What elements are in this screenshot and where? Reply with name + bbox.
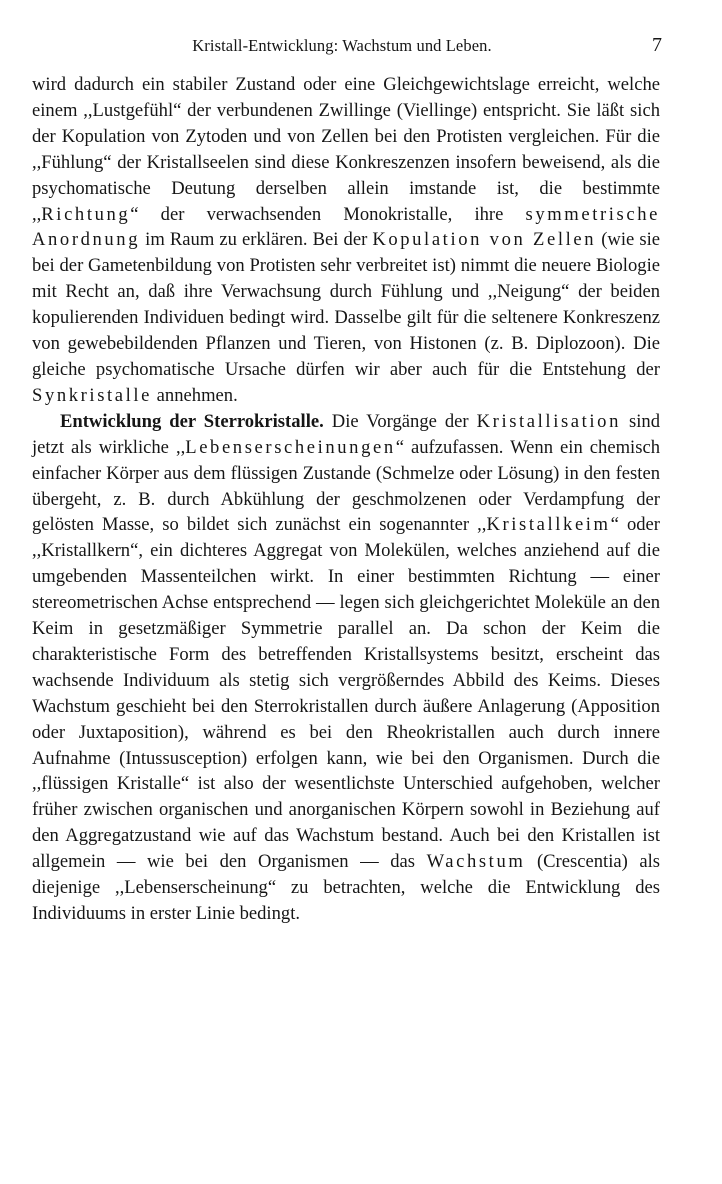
running-head <box>22 34 662 60</box>
spaced-emphasis: Lebenserscheinungen <box>185 436 396 458</box>
spaced-emphasis: Kopulation von Zellen <box>372 229 597 251</box>
text-run: (Crescentia) als diejenige ,,Lebenserscheinung“ zu betrachten, welche die Entwicklung des Individuums in erster Linie bedingt. <box>32 851 660 924</box>
spaced-emphasis: Kristallkeim <box>486 514 611 536</box>
spaced-emphasis: symmetrische Anordnung <box>32 203 660 251</box>
spaced-emphasis: Kristallisation <box>476 410 621 432</box>
text-run: im Raum zu erklären. Bei der <box>140 229 373 251</box>
spaced-emphasis: Wachstum <box>426 851 526 873</box>
spaced-emphasis: Synkristalle <box>32 384 153 406</box>
section-heading: Entwicklung der Sterrokristalle. <box>60 410 324 432</box>
text-run: wird dadurch ein stabiler Zustand oder eine Gleichgewichtslage erreicht, welche einem ,,Lustgefühl“ der verbundenen Zwillinge (Viellinge) entspricht. Sie läßt sich der Kopulation von Zytoden und von Zellen bei den Protisten vergleichen. Für die ,,Fühlung“ der Kristallseelen sind diese Konkreszenzen insofern beweisend, als die psychomatische Deutung derselben allein imstande ist, die bestimmte ,, <box>32 74 660 225</box>
text-run: “ der verwachsenden Monokristalle, ihre <box>130 203 526 225</box>
text-run: sind jetzt als wirkliche ,, <box>32 410 660 458</box>
text-run: annehmen. <box>152 384 238 406</box>
paragraph-continuation <box>32 72 660 409</box>
spaced-emphasis: Richtung <box>41 203 131 225</box>
text-run: “ aufzufassen. Wenn ein chemisch einfacher Körper aus dem flüssigen Zustande (Schmelze oder Lösung) in den festen übergeht, z. B. durch Abkühlung der geschmolzenen oder Verdampfung der gelösten Masse, so bildet sich zunächst ein sogenannter ,, <box>32 436 660 536</box>
body-text <box>32 72 660 927</box>
text-run: Die Vorgänge der <box>323 410 477 432</box>
text-run: (wie sie bei der Gametenbildung von Protisten sehr verbreitet ist) nimmt die neuere Biologie mit Recht an, daß ihre Verwachsung durch Fühlung und ,,Neigung“ der beiden kopulierenden Individuen bedingt wird. Dasselbe gilt für die seltenere Konkreszenz von gewebebildenden Pflanzen und Tieren, von Histonen (z. B. Diplozoon). Die gleiche psychomatische Ursache dürfen wir aber auch für die Entstehung der <box>32 229 660 380</box>
page-number: 7 <box>652 34 662 56</box>
text-run: “ oder ,,Kristallkern“, ein dichteres Aggregat von Molekülen, welches anziehend auf die umgebenden Massenteilchen wirkt. In einer bestimmten Richtung — einer stereometrischen Achse entsprechend — legen sich gleichgerichtet Moleküle an den Keim in gesetzmäßiger Symmetrie parallel an. Da schon der Keim die charakteristische Form des betreffenden Kristallsystems besitzt, erscheint das wachsende Individuum als stetig sich vergrößerndes Abbild des Keims. Dieses Wachstum geschieht bei den Sterrokristallen durch äußere Anlagerung (Apposition oder Juxtaposition), während es bei den Rheokristallen auch durch innere Aufnahme (Intussusception) erfolgen kann, wie bei den Organismen. Durch die ,,flüssigen Kristalle“ ist also der wesentlichste Unterschied aufgehoben, welcher früher zwischen organischen und anorganischen Körpern sowohl in Beziehung auf den Aggregatzustand wie auf das Wachstum bestand. Auch bei den Kristallen ist allgemein — wie bei den Organismen — das <box>32 514 660 873</box>
paragraph-sterrokristalle <box>32 409 660 927</box>
running-title: Kristall-Entwicklung: Wachstum und Leben. <box>192 36 492 55</box>
